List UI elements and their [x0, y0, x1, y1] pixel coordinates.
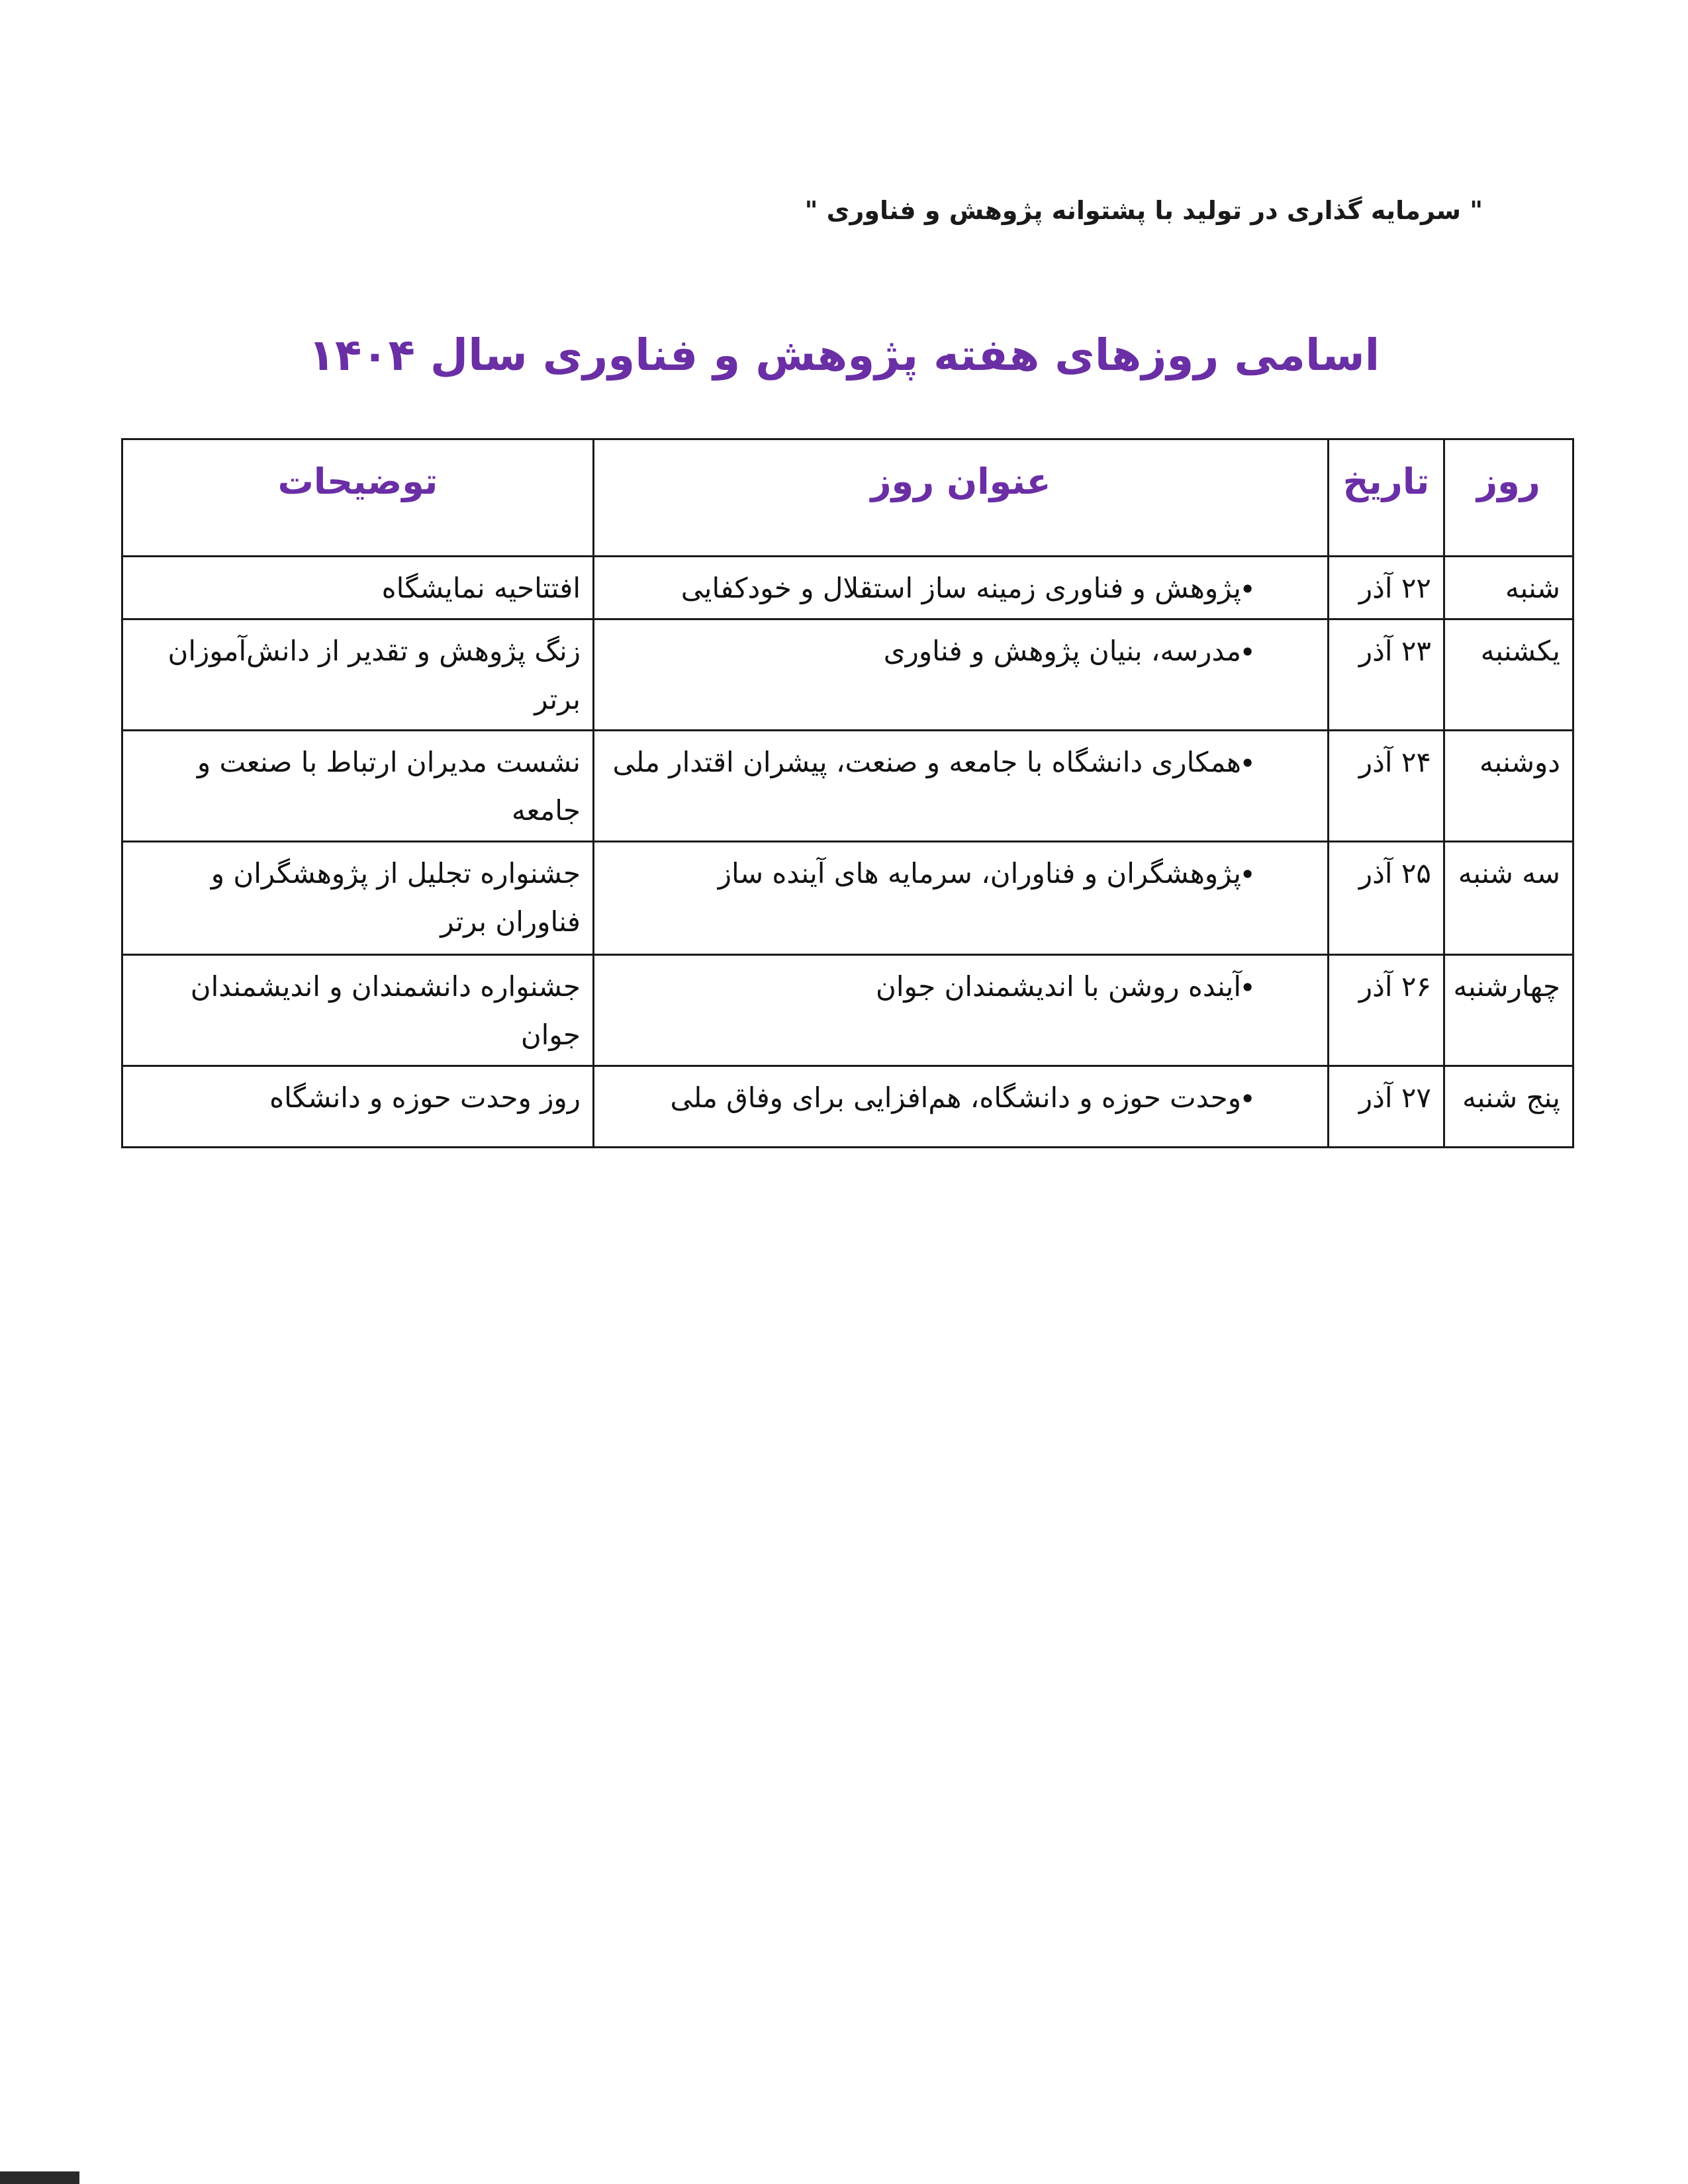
cell-day: چهارشنبه [1444, 954, 1573, 1066]
schedule-table [121, 438, 1574, 1148]
table-row [122, 1066, 1573, 1147]
cell-title [594, 619, 1329, 730]
header-day: روز [1444, 439, 1573, 557]
title-text: وحدت حوزه و دانشگاه، هم‌افزایی برای وفاق ملی [670, 1081, 1241, 1114]
footer-watermark-logo [0, 2173, 79, 2184]
cell-title [594, 1066, 1329, 1147]
title-text: همکاری دانشگاه با جامعه و صنعت، پیشران اقتدار ملی [612, 745, 1241, 778]
cell-day: یکشنبه [1444, 619, 1573, 730]
cell-description: روز وحدت حوزه و دانشگاه [122, 1066, 594, 1147]
bullet-icon: • [1239, 573, 1256, 606]
cell-description: جشنواره تجلیل از پژوهشگران و فناوران برتر [122, 841, 594, 954]
table-row [122, 954, 1573, 1066]
title-text: پژوهشگران و فناوران، سرمایه های آینده ساز [718, 856, 1241, 889]
cell-day: شنبه [1444, 557, 1573, 619]
cell-title [594, 954, 1329, 1066]
title-text: آینده روشن با اندیشمندان جوان [876, 970, 1241, 1003]
cell-date: ۲۲ آذر [1329, 557, 1444, 619]
bullet-icon: • [1239, 635, 1256, 668]
table-row [122, 619, 1573, 730]
cell-description: جشنواره دانشمندان و اندیشمندان جوان [122, 954, 594, 1066]
title-text: مدرسه، بنیان پژوهش و فناوری [883, 634, 1241, 667]
slogan: " سرمایه گذاری در تولید با پشتوانه پژوهش و فناوری " [804, 196, 1483, 225]
header-date: تاریخ [1329, 439, 1444, 557]
cell-date: ۲۷ آذر [1329, 1066, 1444, 1147]
table-row [122, 841, 1573, 954]
cell-day: سه شنبه [1444, 841, 1573, 954]
cell-date: ۲۴ آذر [1329, 730, 1444, 841]
table-row [122, 730, 1573, 841]
cell-day: پنج شنبه [1444, 1066, 1573, 1147]
cell-title [594, 730, 1329, 841]
cell-day: دوشنبه [1444, 730, 1573, 841]
cell-date: ۲۳ آذر [1329, 619, 1444, 730]
header-title: عنوان روز [594, 439, 1329, 557]
bullet-icon: • [1239, 1082, 1256, 1115]
cell-date: ۲۶ آذر [1329, 954, 1444, 1066]
table-header-row [122, 439, 1573, 557]
title-text: پژوهش و فناوری زمینه ساز استقلال و خودکفایی [680, 572, 1241, 604]
cell-date: ۲۵ آذر [1329, 841, 1444, 954]
table-row [122, 557, 1573, 619]
bullet-icon: • [1239, 747, 1256, 780]
bullet-icon: • [1239, 971, 1256, 1004]
cell-title [594, 841, 1329, 954]
bullet-icon: • [1239, 858, 1256, 891]
header-description: توضیحات [122, 439, 594, 557]
page-title: اسامی روزهای هفته پژوهش و فناوری سال ۱۴۰۴ [308, 330, 1380, 381]
cell-title [594, 557, 1329, 619]
cell-description: زنگ پژوهش و تقدیر از دانش‌آموزان برتر [122, 619, 594, 730]
cell-description: افتتاحیه نمایشگاه [122, 557, 594, 619]
cell-description: نشست مدیران ارتباط با صنعت و جامعه [122, 730, 594, 841]
